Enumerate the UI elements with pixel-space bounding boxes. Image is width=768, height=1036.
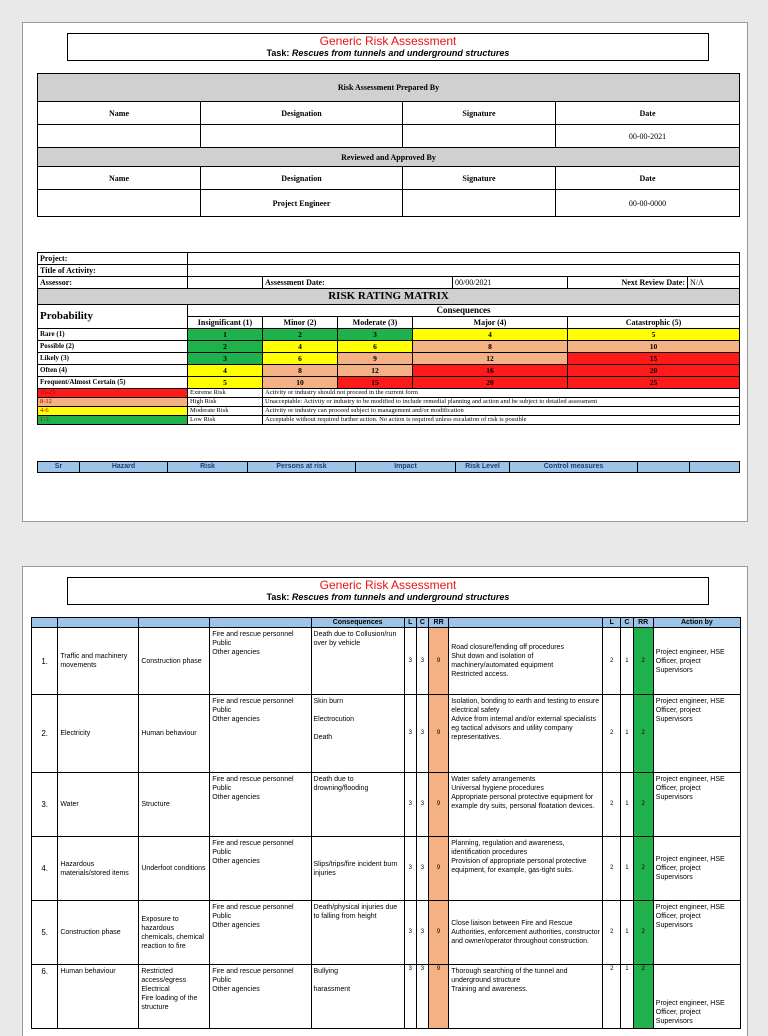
row-consequences: Skin burn Electrocution Death (311, 695, 404, 773)
matrix-cell: 4 (263, 341, 338, 353)
next-review-label: Next Review Date: (568, 277, 688, 289)
page-1 (22, 22, 748, 522)
row-c2: 1 (621, 901, 633, 965)
row-action-by: Project engineer, HSE Officer, project Supervisors (653, 773, 740, 837)
row-l2: 2 (603, 695, 621, 773)
matrix-row-label: Often (4) (38, 365, 188, 377)
risk-matrix-title: RISK RATING MATRIX (38, 289, 740, 305)
legend-range: 15-25 (38, 389, 188, 398)
row-hazard: Hazardous materials/stored items (58, 837, 139, 901)
row-hazard: Electricity (58, 695, 139, 773)
matrix-cell: 8 (263, 365, 338, 377)
matrix-cell: 15 (338, 377, 413, 389)
matrix-cell: 9 (338, 353, 413, 365)
row-rr: 9 (428, 628, 448, 695)
row-consequences: Death/physical injuries due to falling from height (311, 901, 404, 965)
matrix-col-4: Major (4) (413, 317, 568, 329)
matrix-row-label: Frequent/Almost Certain (5) (38, 377, 188, 389)
row-risk: Exposure to hazardous chemicals, chemical reaction to fire (139, 901, 210, 965)
legend-level: Moderate Risk (188, 407, 263, 416)
head-action-by: Action by (653, 618, 740, 628)
head-blank (139, 618, 210, 628)
row-l2: 2 (603, 628, 621, 695)
matrix-cell: 2 (263, 329, 338, 341)
header-risk-level: Risk Level (456, 462, 510, 473)
task-line (68, 592, 708, 603)
matrix-cell: 10 (263, 377, 338, 389)
row-consequences: Death due to Collusion/run over by vehicle (311, 628, 404, 695)
row-risk: Restricted access/egress Electrical Fire loading of the structure (139, 965, 210, 1029)
row-c: 3 (416, 628, 428, 695)
row-c2: 1 (621, 695, 633, 773)
matrix-cell: 6 (263, 353, 338, 365)
head-rr2: RR (633, 618, 653, 628)
reviewed-signature-cell[interactable] (403, 190, 556, 217)
prepared-col-date: Date (556, 102, 740, 125)
reviewed-col-signature: Signature (403, 167, 556, 190)
table-row (32, 628, 741, 695)
matrix-cell: 8 (413, 341, 568, 353)
row-l2: 2 (603, 901, 621, 965)
row-rr: 9 (428, 965, 448, 1029)
row-l2: 2 (603, 773, 621, 837)
row-risk: Structure (139, 773, 210, 837)
row-sr: 2. (32, 695, 58, 773)
document-header (67, 33, 709, 61)
row-c: 3 (416, 901, 428, 965)
row-controls: Planning, regulation and awareness, identification procedures Provision of appropriate personal protective equipment, for example, gas-tight suits. (449, 837, 603, 901)
matrix-cell: 25 (568, 377, 740, 389)
head-blank (449, 618, 603, 628)
row-c: 3 (416, 837, 428, 901)
legend-range: 1-3 (38, 416, 188, 425)
row-hazard: Human behaviour (58, 965, 139, 1029)
matrix-cell: 6 (338, 341, 413, 353)
row-action-by: Project engineer, HSE Officer, project Supervisors (653, 965, 740, 1029)
matrix-cell: 12 (338, 365, 413, 377)
row-sr: 6. (32, 965, 58, 1029)
head-blank (32, 618, 58, 628)
hazard-header-table (37, 461, 740, 473)
header-hazard: Hazard (80, 462, 168, 473)
reviewed-col-date: Date (556, 167, 740, 190)
project-value[interactable] (188, 253, 740, 265)
head-blank (58, 618, 139, 628)
row-sr: 3. (32, 773, 58, 837)
row-rr2: 2 (633, 901, 653, 965)
row-rr: 9 (428, 695, 448, 773)
row-rr2: 2 (633, 628, 653, 695)
row-persons: Fire and rescue personnel Public Other agencies (210, 773, 311, 837)
row-action-by: Project engineer, HSE Officer, project Supervisors (653, 628, 740, 695)
header-impact: Impact (356, 462, 456, 473)
matrix-cell: 15 (568, 353, 740, 365)
row-c2: 1 (621, 628, 633, 695)
document-title: Generic Risk Assessment (319, 34, 457, 48)
row-hazard: Traffic and machinery movements (58, 628, 139, 695)
prepared-col-designation: Designation (201, 102, 403, 125)
matrix-row-label: Possible (2) (38, 341, 188, 353)
prepared-col-signature: Signature (403, 102, 556, 125)
row-controls: Thorough searching of the tunnel and underground structure Training and awareness. (449, 965, 603, 1029)
matrix-cell: 5 (188, 377, 263, 389)
matrix-cell: 4 (413, 329, 568, 341)
signoff-table (37, 73, 740, 217)
head-c: C (416, 618, 428, 628)
reviewed-col-designation: Designation (201, 167, 403, 190)
document-title: Generic Risk Assessment (319, 578, 457, 592)
table-row (32, 837, 741, 901)
row-c2: 1 (621, 965, 633, 1029)
task-name: Rescues from tunnels and underground structures (291, 592, 510, 602)
matrix-cell: 3 (338, 329, 413, 341)
matrix-cell: 2 (188, 341, 263, 353)
header-blank (638, 462, 690, 473)
head-l2: L (603, 618, 621, 628)
row-rr: 9 (428, 773, 448, 837)
row-l: 3 (404, 901, 416, 965)
table-row (32, 901, 741, 965)
row-sr: 4. (32, 837, 58, 901)
row-rr2: 2 (633, 773, 653, 837)
row-l2: 2 (603, 837, 621, 901)
activity-title-value[interactable] (188, 265, 740, 277)
row-l: 3 (404, 773, 416, 837)
row-hazard: Construction phase (58, 901, 139, 965)
reviewed-name-cell[interactable] (38, 190, 201, 217)
row-controls: Water safety arrangements Universal hygiene procedures Appropriate personal protective equipment for example dry suits, personal floatation devices. (449, 773, 603, 837)
matrix-col-2: Minor (2) (263, 317, 338, 329)
row-c: 3 (416, 965, 428, 1029)
row-l: 3 (404, 965, 416, 1029)
row-rr: 9 (428, 901, 448, 965)
row-consequences: Death due to drowning/flooding (311, 773, 404, 837)
row-c2: 1 (621, 773, 633, 837)
row-persons: Fire and rescue personnel Public Other agencies (210, 901, 311, 965)
row-persons: Fire and rescue personnel Public Other agencies (210, 965, 311, 1029)
header-control-measures: Control measures (510, 462, 638, 473)
task-name: Rescues from tunnels and underground structures (291, 48, 510, 58)
matrix-cell: 12 (413, 353, 568, 365)
row-l: 3 (404, 837, 416, 901)
matrix-cell: 16 (413, 365, 568, 377)
prepared-signature-cell[interactable] (403, 125, 556, 148)
assessor-value[interactable] (188, 277, 263, 289)
legend-level: Low Risk (188, 416, 263, 425)
matrix-cell: 3 (188, 353, 263, 365)
header-sr: Sr (38, 462, 80, 473)
reviewed-header: Reviewed and Approved By (38, 148, 740, 167)
project-matrix-table (37, 252, 740, 425)
row-rr2: 2 (633, 695, 653, 773)
row-rr2: 2 (633, 965, 653, 1029)
row-risk: Human behaviour (139, 695, 210, 773)
legend-level: Extreme Risk (188, 389, 263, 398)
prepared-designation-cell[interactable] (201, 125, 403, 148)
row-consequences: Bullying harassment (311, 965, 404, 1029)
task-label: Task: (266, 592, 290, 602)
probability-label: Probability (38, 305, 188, 329)
row-persons: Fire and rescue personnel Public Other agencies (210, 695, 311, 773)
prepared-name-cell[interactable] (38, 125, 201, 148)
matrix-cell: 10 (568, 341, 740, 353)
row-consequences: Slips/trips/fire incident burn injuries (311, 837, 404, 901)
row-action-by: Project engineer, HSE Officer, project Supervisors (653, 901, 740, 965)
head-l: L (404, 618, 416, 628)
matrix-col-3: Moderate (3) (338, 317, 413, 329)
next-review-value[interactable]: N/A (688, 277, 740, 289)
row-c: 3 (416, 695, 428, 773)
legend-desc: Unacceptable: Activity or industry to be modified to include remedial planning and action and be subject to detailed assessment (263, 398, 740, 407)
header-risk: Risk (168, 462, 248, 473)
legend-desc: Acceptable without required further action. No action is required unless escalation of risk is possible (263, 416, 740, 425)
legend-range: 4-6 (38, 407, 188, 416)
row-risk: Underfoot conditions (139, 837, 210, 901)
row-l2: 2 (603, 965, 621, 1029)
legend-desc: Activity or industry should not proceed in the current form (263, 389, 740, 398)
task-line (68, 48, 708, 59)
task-label: Task: (266, 48, 290, 58)
matrix-cell: 20 (568, 365, 740, 377)
row-sr: 5. (32, 901, 58, 965)
row-controls: Road closure/fending off procedures Shut down and isolation of machinery/automated equipment Restricted access. (449, 628, 603, 695)
head-blank (210, 618, 311, 628)
matrix-cell: 5 (568, 329, 740, 341)
assessment-date-label: Assessment Date: (263, 277, 453, 289)
reviewed-designation-cell[interactable]: Project Engineer (201, 190, 403, 217)
row-c: 3 (416, 773, 428, 837)
row-persons: Fire and rescue personnel Public Other agencies (210, 628, 311, 695)
project-label: Project: (38, 253, 188, 265)
row-risk: Construction phase (139, 628, 210, 695)
table-row (32, 965, 741, 1029)
legend-level: High Risk (188, 398, 263, 407)
assessment-date-value[interactable]: 00/00/2021 (453, 277, 568, 289)
head-rr: RR (428, 618, 448, 628)
activity-title-label: Title of Activity: (38, 265, 188, 277)
row-persons: Fire and rescue personnel Public Other agencies (210, 837, 311, 901)
row-c2: 1 (621, 837, 633, 901)
document-header (67, 577, 709, 605)
row-l: 3 (404, 695, 416, 773)
matrix-cell: 1 (188, 329, 263, 341)
prepared-date-cell[interactable]: 00-00-2021 (556, 125, 740, 148)
table-row (32, 695, 741, 773)
matrix-col-5: Catastrophic (5) (568, 317, 740, 329)
reviewed-date-cell[interactable]: 00-00-0000 (556, 190, 740, 217)
head-consequences: Consequences (311, 618, 404, 628)
legend-desc: Activity or industry can proceed subject to management and/or modification (263, 407, 740, 416)
assessor-label: Assessor: (38, 277, 188, 289)
matrix-row-label: Rare (1) (38, 329, 188, 341)
consequences-label: Consequences (188, 305, 740, 317)
head-c2: C (621, 618, 633, 628)
matrix-cell: 4 (188, 365, 263, 377)
matrix-row-label: Likely (3) (38, 353, 188, 365)
row-l: 3 (404, 628, 416, 695)
row-rr: 9 (428, 837, 448, 901)
matrix-cell: 20 (413, 377, 568, 389)
row-action-by: Project engineer, HSE Officer, project Supervisors (653, 695, 740, 773)
row-controls: Close liaison between Fire and Rescue Authorities, enforcement authorities, constructor and owner/operator throughout construction. (449, 901, 603, 965)
header-persons-at-risk: Persons at risk (248, 462, 356, 473)
row-sr: 1. (32, 628, 58, 695)
prepared-col-name: Name (38, 102, 201, 125)
table-row (32, 773, 741, 837)
page-2 (22, 566, 748, 1036)
hazard-table (31, 617, 741, 1029)
row-controls: Isolation, bonding to earth and testing to ensure electrical safety Advice from internal and/or external specialists eg tactical advisors and utility company representatives. (449, 695, 603, 773)
row-hazard: Water (58, 773, 139, 837)
row-action-by: Project engineer, HSE Officer, project Supervisors (653, 837, 740, 901)
row-rr2: 2 (633, 837, 653, 901)
reviewed-col-name: Name (38, 167, 201, 190)
matrix-col-1: Insignificant (1) (188, 317, 263, 329)
legend-range: 8-12 (38, 398, 188, 407)
header-blank (690, 462, 740, 473)
prepared-header: Risk Assessment Prepared By (38, 74, 740, 102)
